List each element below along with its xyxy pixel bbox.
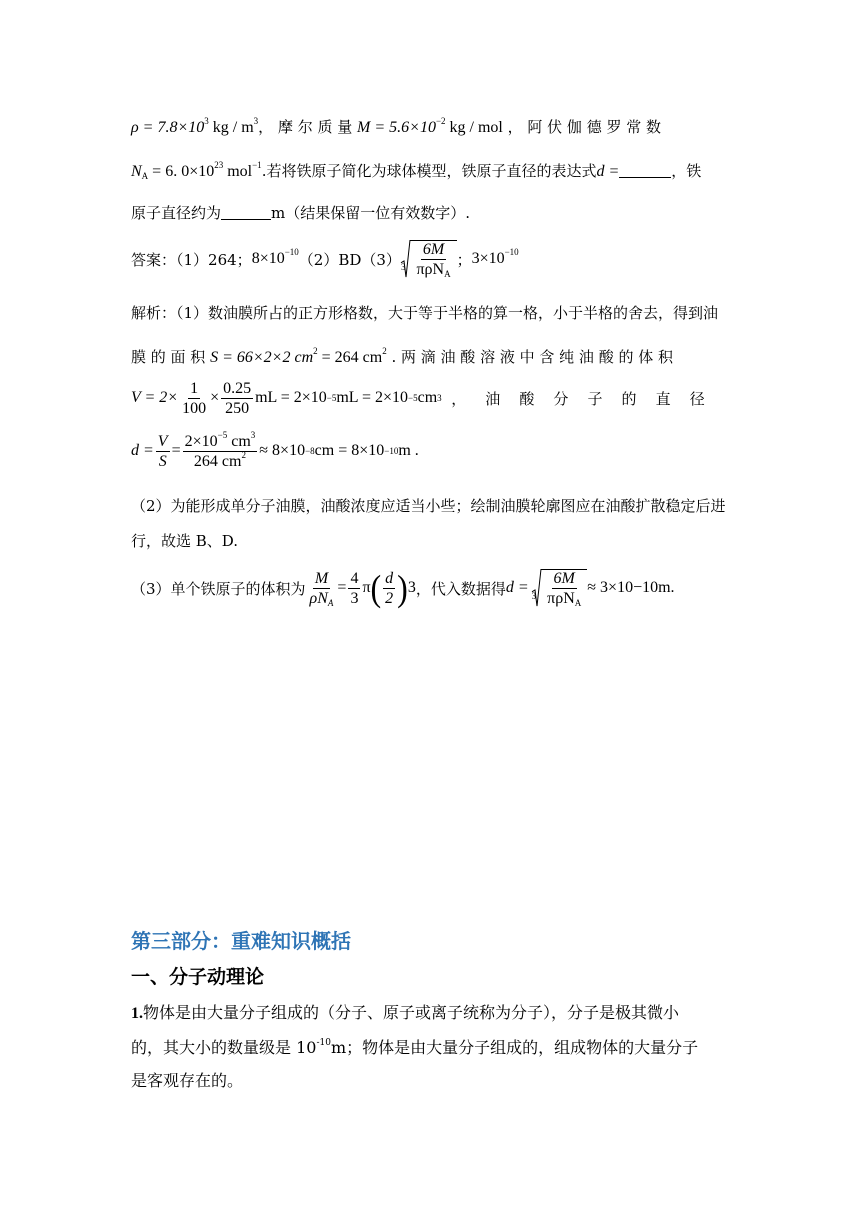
analysis-line-3: V = 2× $\frac{1}{100}$ × $\frac{0.25}{250}$ mL = 2×10 −5 mL = 2×10 −5 cm 3 ， 油 酸 分 子 的 直 径 xyxy=(131,379,705,417)
analysis-line-2: 膜 的 面 积 S = 66×2×2 $cm^2 = 264$ $cm^2$ . 两 滴 油 酸 溶 液 中 含 纯 油 酸 的 体 积 xyxy=(131,346,673,366)
paragraph-line-3: 是客观存在的。 xyxy=(131,1071,244,1090)
answer-blank-1 xyxy=(619,177,671,178)
answer-line: 答案：（1）264； $8\times 10^{-10}$ （2）BD（3） 3 $\frac{6M}{\pi\rho N_A}$ ； $3\times 10^{-10}$ xyxy=(131,241,519,279)
density-expr: ρ = 7.8×10 xyxy=(131,119,205,136)
analysis-line-5: （2）为能形成单分子油膜，油酸浓度应适当小些；绘制油膜轮廓图应在油酸扩散稳定后进 xyxy=(131,497,726,515)
analysis-line-4: d = $\frac{V}{S}$ = $\frac{2\times 10^{-5} cm^3}{264 cm^2}$ ≈ 8×10 −8 cm = 8×10 −10 m . xyxy=(131,429,419,470)
problem-line-2: $N_A = 6$. $0\times 10^{23}$ mol$^{-1}$.若将铁原子简化为球体模型，铁原子直径的表达式d = ，铁 xyxy=(131,160,702,181)
molar-mass-expr: M = 5.6×10 xyxy=(357,119,436,136)
analysis-line-6: 行，故选 B、D. xyxy=(131,532,239,550)
cube-root-expr-2: 3 $\frac{6M}{\pi\rho N_A}$ xyxy=(532,569,588,607)
paragraph-line-2: 的，其大小的数量级是 $10^{-10}m$；物体是由大量分子组成的，组成物体的大量分子 xyxy=(131,1038,699,1057)
answer-label: 答案：（1）264； xyxy=(131,250,252,269)
cube-root-expr: 3 $\frac{6M}{\pi\rho N_A}$ xyxy=(401,240,457,278)
analysis-line-1: 解析：（1）数油膜所占的正方形格数，大于等于半格的算一格，小于半格的舍去，得到油 xyxy=(131,304,719,322)
subsection-heading: 一、分子动理论 xyxy=(131,966,265,988)
analysis-line-7: （3）单个铁原子的体积为 $\frac{M}{\rho N_A}$ = $\frac{4}{3}$ π ( $\frac{d}{2}$ ) 3 ，代入数据得 d = 3 $\frac{6M}{\pi\rho N_A}$ ≈ 3×10 −10 m. xyxy=(131,567,675,609)
problem-line-1: $\rho = 7.8\times 10^3$ kg / $m^3$， 摩 尔 质 量 $M = 5.6\times 10^{-2}$ kg / mol ， 阿 伏 伽 德 罗 常 数 xyxy=(131,116,662,136)
section-heading: 第三部分：重难知识概括 xyxy=(131,929,351,953)
avogadro-symbol: N xyxy=(131,163,142,180)
problem-line-3: 原子直径约为 m（结果保留一位有效数字）. xyxy=(131,204,471,222)
answer-blank-2 xyxy=(221,219,271,220)
paragraph-line-1: 1.物体是由大量分子组成的（分子、原子或离子统称为分子），分子是极其微小 xyxy=(131,1003,680,1022)
